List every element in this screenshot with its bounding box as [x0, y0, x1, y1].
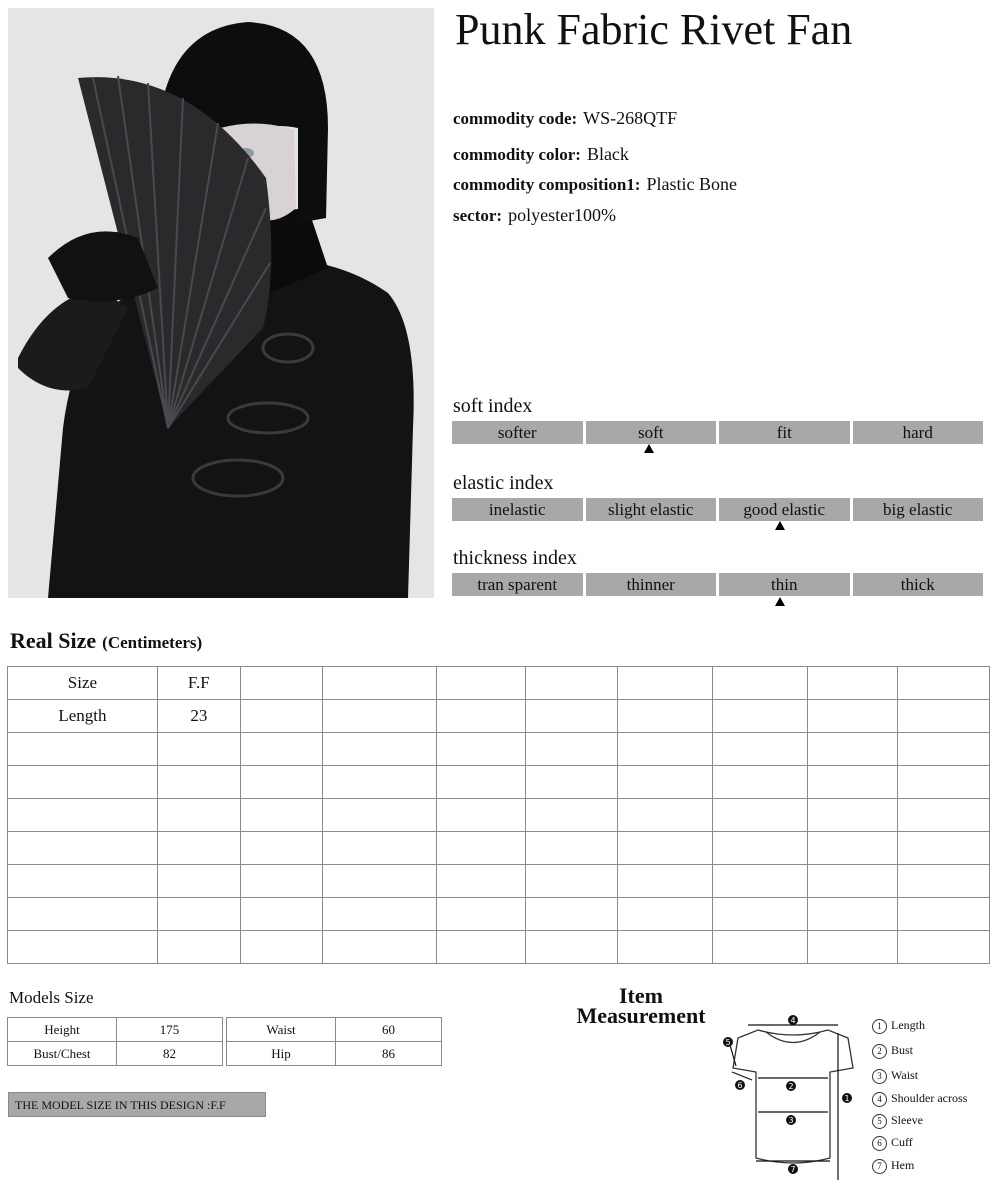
table-cell [618, 832, 713, 865]
table-cell [808, 766, 898, 799]
table-cell [898, 931, 990, 964]
table-cell [240, 832, 322, 865]
svg-text:5: 5 [725, 1038, 731, 1047]
table-cell [898, 799, 990, 832]
table-cell: 82 [117, 1042, 223, 1066]
table-cell [436, 931, 526, 964]
soft-index-bar [452, 421, 983, 444]
table-cell [8, 865, 158, 898]
svg-text:3: 3 [788, 1116, 794, 1125]
table-cell [618, 931, 713, 964]
legend-number: 6 [872, 1136, 887, 1151]
table-cell [240, 766, 322, 799]
table-cell [8, 898, 158, 931]
table-cell [713, 700, 808, 733]
table-cell [526, 700, 618, 733]
soft-index-marker-icon [644, 444, 654, 453]
spec-label: commodity composition1: [453, 175, 641, 194]
thickness-index-title: thickness index [453, 547, 577, 569]
index-option: big elastic [853, 498, 984, 521]
table-row [8, 799, 990, 832]
table-cell [436, 700, 526, 733]
table-cell [157, 766, 240, 799]
table-cell [618, 865, 713, 898]
index-option: good elastic [719, 498, 850, 521]
size-table [7, 666, 990, 964]
svg-text:4: 4 [790, 1016, 796, 1025]
table-cell [808, 898, 898, 931]
legend-label: Length [891, 1018, 925, 1032]
table-cell [618, 766, 713, 799]
item-measurement-title-line1: Item [619, 983, 663, 1008]
legend-label: Waist [891, 1068, 919, 1082]
table-cell: Waist [227, 1018, 336, 1042]
table-cell: Length [8, 700, 158, 733]
table-cell [322, 799, 436, 832]
product-photo [8, 8, 434, 598]
legend-number: 5 [872, 1114, 887, 1129]
table-cell [618, 700, 713, 733]
table-cell [808, 865, 898, 898]
table-cell [808, 733, 898, 766]
legend-number: 3 [872, 1069, 887, 1084]
legend-item [872, 1158, 914, 1174]
elastic-index-title: elastic index [453, 472, 554, 494]
table-row [8, 1018, 223, 1042]
table-row [8, 865, 990, 898]
table-cell [322, 931, 436, 964]
table-cell [157, 931, 240, 964]
table-row [8, 733, 990, 766]
table-cell [322, 766, 436, 799]
elastic-index-marker-icon [775, 521, 785, 530]
table-cell [526, 898, 618, 931]
index-option: fit [719, 421, 850, 444]
table-cell [898, 865, 990, 898]
table-cell [436, 766, 526, 799]
table-cell [898, 667, 990, 700]
table-row [8, 667, 990, 700]
table-row [8, 931, 990, 964]
table-cell [526, 931, 618, 964]
index-option: hard [853, 421, 984, 444]
table-cell [808, 667, 898, 700]
table-cell [157, 799, 240, 832]
tshirt-measurement-diagram-icon [718, 1008, 868, 1188]
table-cell [240, 898, 322, 931]
index-option: tran sparent [452, 573, 583, 596]
legend-item [872, 1068, 918, 1084]
spec-label: commodity code: [453, 109, 578, 128]
thickness-index-marker-icon [775, 597, 785, 606]
legend-number: 2 [872, 1044, 887, 1059]
table-cell [240, 667, 322, 700]
table-cell [526, 799, 618, 832]
table-cell [713, 667, 808, 700]
table-cell [436, 799, 526, 832]
table-cell [526, 766, 618, 799]
svg-text:6: 6 [737, 1081, 743, 1090]
spec-value: WS-268QTF [583, 108, 678, 128]
svg-text:2: 2 [788, 1082, 794, 1091]
spec-value: Black [586, 144, 629, 164]
table-row [8, 898, 990, 931]
legend-item [872, 1091, 967, 1107]
spec-color [453, 144, 629, 165]
legend-label: Sleeve [891, 1113, 923, 1127]
table-cell [240, 733, 322, 766]
table-cell [322, 865, 436, 898]
legend-label: Shoulder across [891, 1091, 968, 1105]
models-size-table-right [226, 1017, 442, 1066]
legend-number: 1 [872, 1019, 887, 1034]
table-cell [157, 865, 240, 898]
index-option: thinner [586, 573, 717, 596]
table-row [8, 700, 990, 733]
legend-item [872, 1018, 925, 1034]
soft-index-title: soft index [453, 395, 533, 417]
table-cell [8, 766, 158, 799]
spec-label: sector: [453, 206, 503, 225]
table-cell [436, 898, 526, 931]
spec-composition [453, 174, 737, 195]
table-cell [526, 865, 618, 898]
elastic-index-bar [452, 498, 983, 521]
table-cell: Height [8, 1018, 117, 1042]
legend-label: Bust [891, 1043, 914, 1057]
real-size-heading: Real Size [10, 628, 97, 653]
table-cell [713, 766, 808, 799]
table-cell [898, 898, 990, 931]
spec-label: commodity color: [453, 145, 581, 164]
table-cell [157, 733, 240, 766]
table-cell [526, 667, 618, 700]
table-cell [157, 832, 240, 865]
table-cell [436, 733, 526, 766]
table-cell: Hip [227, 1042, 336, 1066]
product-title: Punk Fabric Rivet Fan [455, 5, 853, 54]
legend-item [872, 1135, 913, 1151]
table-cell [240, 799, 322, 832]
table-cell [322, 733, 436, 766]
table-cell [157, 898, 240, 931]
table-cell [898, 733, 990, 766]
table-cell [713, 931, 808, 964]
table-row [227, 1018, 442, 1042]
table-cell [713, 733, 808, 766]
legend-label: Hem [891, 1158, 915, 1172]
index-option: slight elastic [586, 498, 717, 521]
table-cell [713, 898, 808, 931]
table-cell [322, 700, 436, 733]
item-measurement-title [560, 983, 722, 1028]
models-size-title: Models Size [9, 988, 94, 1007]
table-cell [618, 898, 713, 931]
table-cell [240, 865, 322, 898]
table-row [227, 1042, 442, 1066]
table-cell: 23 [157, 700, 240, 733]
table-cell [808, 799, 898, 832]
table-cell [898, 766, 990, 799]
item-measurement-title-line2: Measurement [576, 1003, 706, 1028]
table-cell [618, 667, 713, 700]
table-cell [240, 931, 322, 964]
spec-code [453, 108, 677, 129]
table-cell: 175 [117, 1018, 223, 1042]
index-option: softer [452, 421, 583, 444]
table-cell: 86 [336, 1042, 442, 1066]
table-cell [322, 832, 436, 865]
table-cell [618, 799, 713, 832]
index-option: thick [853, 573, 984, 596]
table-cell: F.F [157, 667, 240, 700]
table-cell [8, 931, 158, 964]
legend-item [872, 1043, 913, 1059]
table-cell [8, 799, 158, 832]
models-size-table-left [7, 1017, 223, 1066]
table-cell [713, 865, 808, 898]
spec-value: Plastic Bone [646, 174, 737, 194]
table-cell [713, 799, 808, 832]
table-cell [8, 832, 158, 865]
legend-number: 7 [872, 1159, 887, 1174]
model-size-note: THE MODEL SIZE IN THIS DESIGN :F.F [8, 1092, 266, 1117]
table-row [8, 766, 990, 799]
spec-sector [453, 205, 616, 226]
table-cell [526, 832, 618, 865]
svg-text:1: 1 [844, 1094, 850, 1103]
table-cell [526, 733, 618, 766]
svg-text:7: 7 [790, 1165, 796, 1174]
table-cell [808, 832, 898, 865]
index-option: thin [719, 573, 850, 596]
legend-label: Cuff [891, 1135, 913, 1149]
table-cell [713, 832, 808, 865]
legend-item [872, 1113, 923, 1129]
table-cell: Bust/Chest [8, 1042, 117, 1066]
table-cell [808, 700, 898, 733]
index-option: inelastic [452, 498, 583, 521]
table-cell [898, 700, 990, 733]
table-cell: 60 [336, 1018, 442, 1042]
table-cell [436, 832, 526, 865]
table-cell [322, 898, 436, 931]
table-row [8, 1042, 223, 1066]
table-cell [8, 733, 158, 766]
table-cell [436, 865, 526, 898]
legend-number: 4 [872, 1092, 887, 1107]
table-cell [618, 733, 713, 766]
table-cell [436, 667, 526, 700]
spec-value: polyester100% [508, 205, 617, 225]
real-size-unit: (Centimeters) [102, 633, 203, 652]
real-size-title [10, 628, 202, 654]
table-cell [808, 931, 898, 964]
table-row [8, 832, 990, 865]
table-cell: Size [8, 667, 158, 700]
table-cell [898, 832, 990, 865]
table-cell [240, 700, 322, 733]
index-option: soft [586, 421, 717, 444]
table-cell [322, 667, 436, 700]
thickness-index-bar [452, 573, 983, 596]
